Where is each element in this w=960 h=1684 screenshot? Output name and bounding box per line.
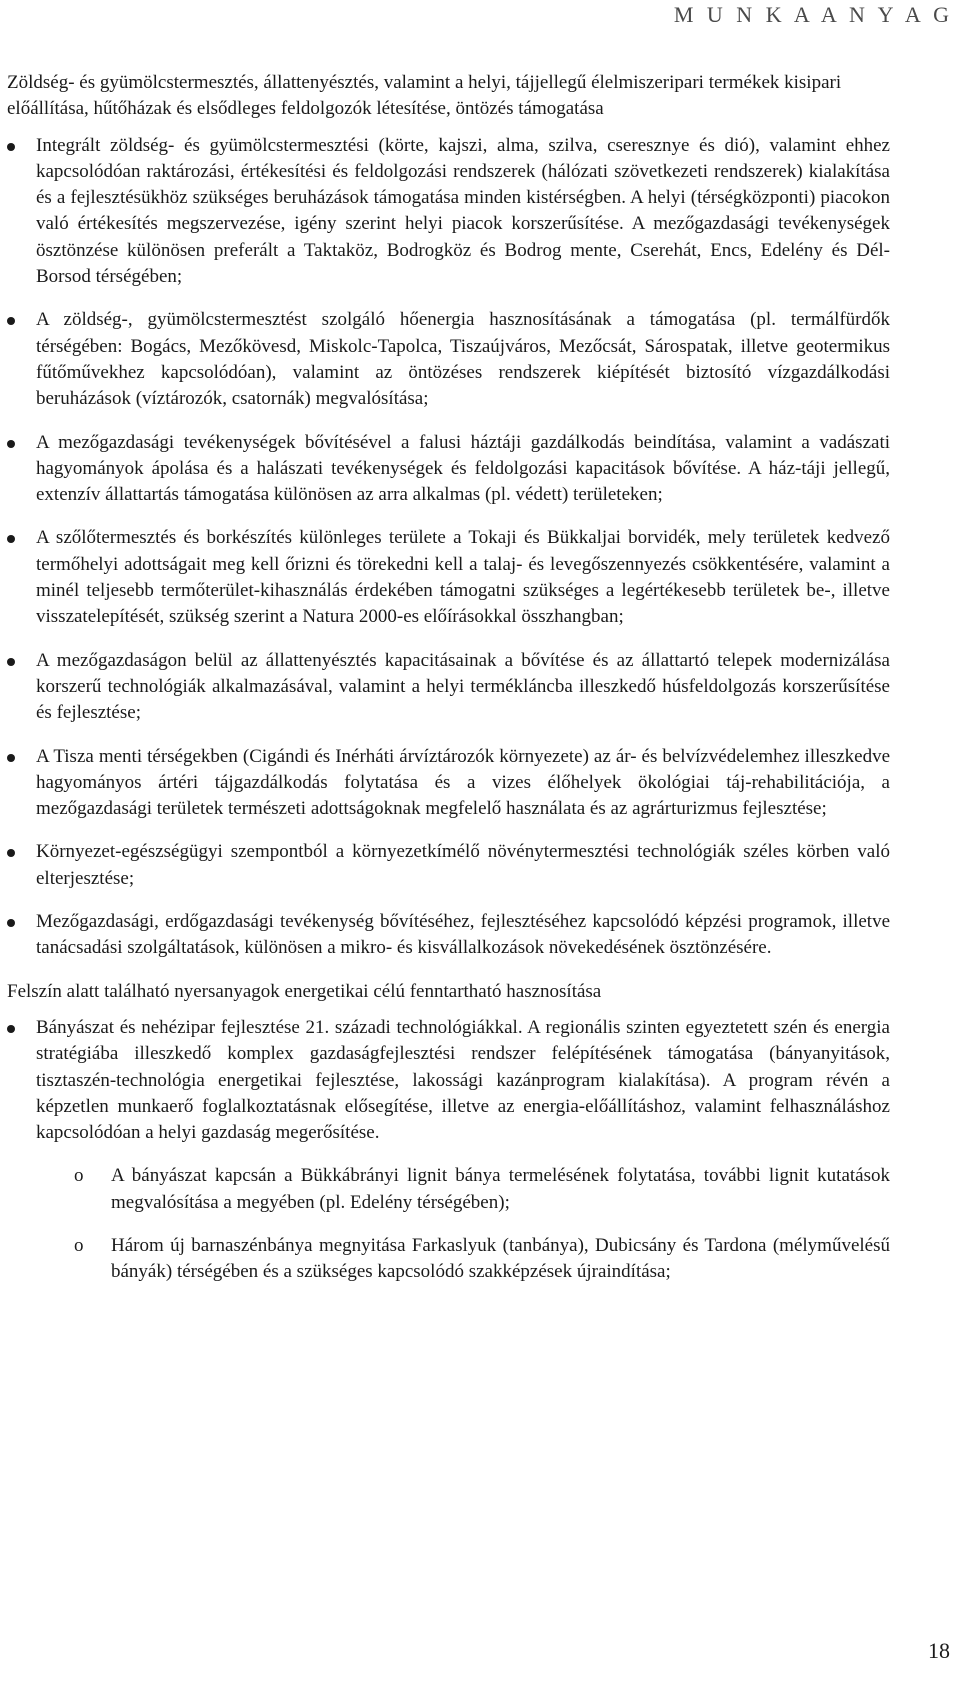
list-item [7, 648, 890, 727]
list-item [7, 839, 890, 892]
bullet-icon [7, 317, 15, 325]
list-item-text: A mezőgazdasági tevékenységek bővítésével a falusi háztáji gazdálkodás beindítása, valamint a vadászati hagyományok ápolása és a halászati tevékenységek és feldolgozási kapacitások bővítése. A ház-táji jellegű, extenzív állattartás támogatása különösen az arra alkalmas (pl. védett) területeken; [36, 431, 890, 506]
list-item [7, 307, 890, 412]
list-item [7, 1015, 890, 1146]
bullet-list-raw-materials [7, 1015, 890, 1146]
list-item-text: Környezet-egészségügyi szempontból a környezetkímélő növénytermesztési technológiák széles körben való elterjesztése; [36, 841, 890, 889]
list-item-text: A zöldség-, gyümölcstermesztést szolgáló hőenergia hasznosításának a támogatása (pl. termálfürdők térségében: Bogács, Mezőkövesd, Miskolc-Tapolca, Tiszaújváros, Mezőcsát, Sárospatak, illetve geotermikus fűtőművekhez kapcsolódóan), valamint az öntözéses rendszerek kiépítését biztosító vízgazdálkodási beruházások (víztározók, csatornák) megvalósítása; [36, 309, 890, 410]
bullet-icon [7, 754, 15, 762]
list-item [7, 909, 890, 962]
sub-list-item [7, 1163, 890, 1216]
section-heading-raw-materials: Felszín alatt található nyersanyagok energetikai célú fenntartható hasznosítása [7, 980, 602, 1002]
sub-list-item-text: A bányászat kapcsán a Bükkábrányi lignit bánya termelésének folytatása, további lignit kutatások megvalósítása a megyében (pl. Edelény térségében); [111, 1165, 890, 1213]
list-item-text: A szőlőtermesztés és borkészítés különleges területe a Tokaji és Bükkaljai borvidék, mely területek kedvező termőhelyi adottságait meg kell őrizni és törekedni kell a talaj- és levegőszennyezés csökkentésére, valamint a minél teljesebb termőterület-kihasználás érdekében támogatni szükséges a legértékesebb területek be-, illetve visszatelepítését, szükség szerint a Natura 2000-es előírásokkal összhangban; [36, 527, 890, 628]
list-item [7, 525, 890, 630]
document-body [7, 70, 890, 1303]
list-item-text: A Tisza menti térségekben (Cigándi és Inérháti árvíztározók környezete) az ár- és belvízvédelemhez illeszkedve hagyományos ártéri tájgazdálkodás folytatása és a vizes élőhelyek ökológiai táj-rehabilitációja, a mezőgazdasági területek természeti adottságoknak megfelelő használata és az agrárturizmus fejlesztése; [36, 745, 890, 820]
bullet-icon [7, 658, 15, 666]
document-header: M U N K A A N Y A G [673, 2, 953, 27]
sub-list-mining [7, 1163, 890, 1285]
bullet-icon [7, 849, 15, 857]
list-item [7, 744, 890, 823]
circle-bullet-icon: o [74, 1165, 84, 1187]
list-item-text: A mezőgazdaságon belül az állattenyésztés kapacitásainak a bővítése és az állattartó telepek modernizálása korszerű technológiák alkalmazásával, valamint a helyi termékláncba illeszkedő húsfeldolgozás korszerűsítése és fejlesztése; [36, 649, 890, 724]
bullet-icon [7, 143, 15, 151]
circle-bullet-icon: o [74, 1234, 84, 1256]
section-heading-agriculture: Zöldség- és gyümölcstermesztés, állattenyésztés, valamint a helyi, tájjellegű élelmiszeripari termékek kisipari előállítása, hűtőházak és elsődleges feldolgozók létesítése, öntözés támogatása [7, 72, 842, 120]
list-item [7, 430, 890, 509]
sub-list-item-text: Három új barnaszénbánya megnyitása Farkaslyuk (tanbánya), Dubicsány és Tardona (mélyművelésű bányák) térségében és a szükséges kapcsolódó szakképzések újraindítása; [111, 1234, 890, 1283]
bullet-icon [7, 535, 15, 543]
sub-list-item [7, 1233, 890, 1286]
list-item-text: Mezőgazdasági, erdőgazdasági tevékenység bővítéséhez, fejlesztéséhez kapcsolódó képzési programok, illetve tanácsadási szolgáltatások, különösen a mikro- és kisvállalkozások növekedésének ösztönzésére. [36, 911, 890, 959]
list-item-text: Bányászat és nehézipar fejlesztése 21. századi technológiákkal. A regionális szinten egyeztetett szén és energia stratégiába illeszkedő komplex gazdaságfejlesztési rendszer felépítésének támogatása (bányanyitások, tisztaszén-technológia energetikai fejlesztése, lakossági kazánprogram kialakítása). A program révén a képzetlen munkaerő foglalkoztatásnak elősegítése, illetve az energia-előállításhoz, valamint felhasználáshoz kapcsolódóan a helyi gazdaság megerősítése. [36, 1016, 890, 1144]
bullet-icon [7, 919, 15, 927]
list-item [7, 133, 890, 291]
list-item-text: Integrált zöldség- és gyümölcstermesztési (körte, kajszi, alma, szilva, cseresznye és dió), valamint ehhez kapcsolódóan raktározási, értékesítési és feldolgozási rendszerek (hálózati szövetkezeti rendszerek) kialakítása és a fejlesztésükhöz szükséges beruházások támogatása minden kistérségben. A helyi (térségközponti) piacokon való értékesítés megszervezése, igény szerint helyi piacok korszerűsítése. A mezőgazdasági tevékenységek ösztönzése különösen preferált a Taktaköz, Bodrogköz és Bodrog mente, Cserehát, Encs, Edelény és Dél-Borsod térségében; [36, 134, 890, 288]
page-number: 18 [928, 1638, 950, 1663]
bullet-icon [7, 1025, 15, 1033]
bullet-icon [7, 440, 15, 448]
bullet-list-agriculture [7, 133, 890, 962]
